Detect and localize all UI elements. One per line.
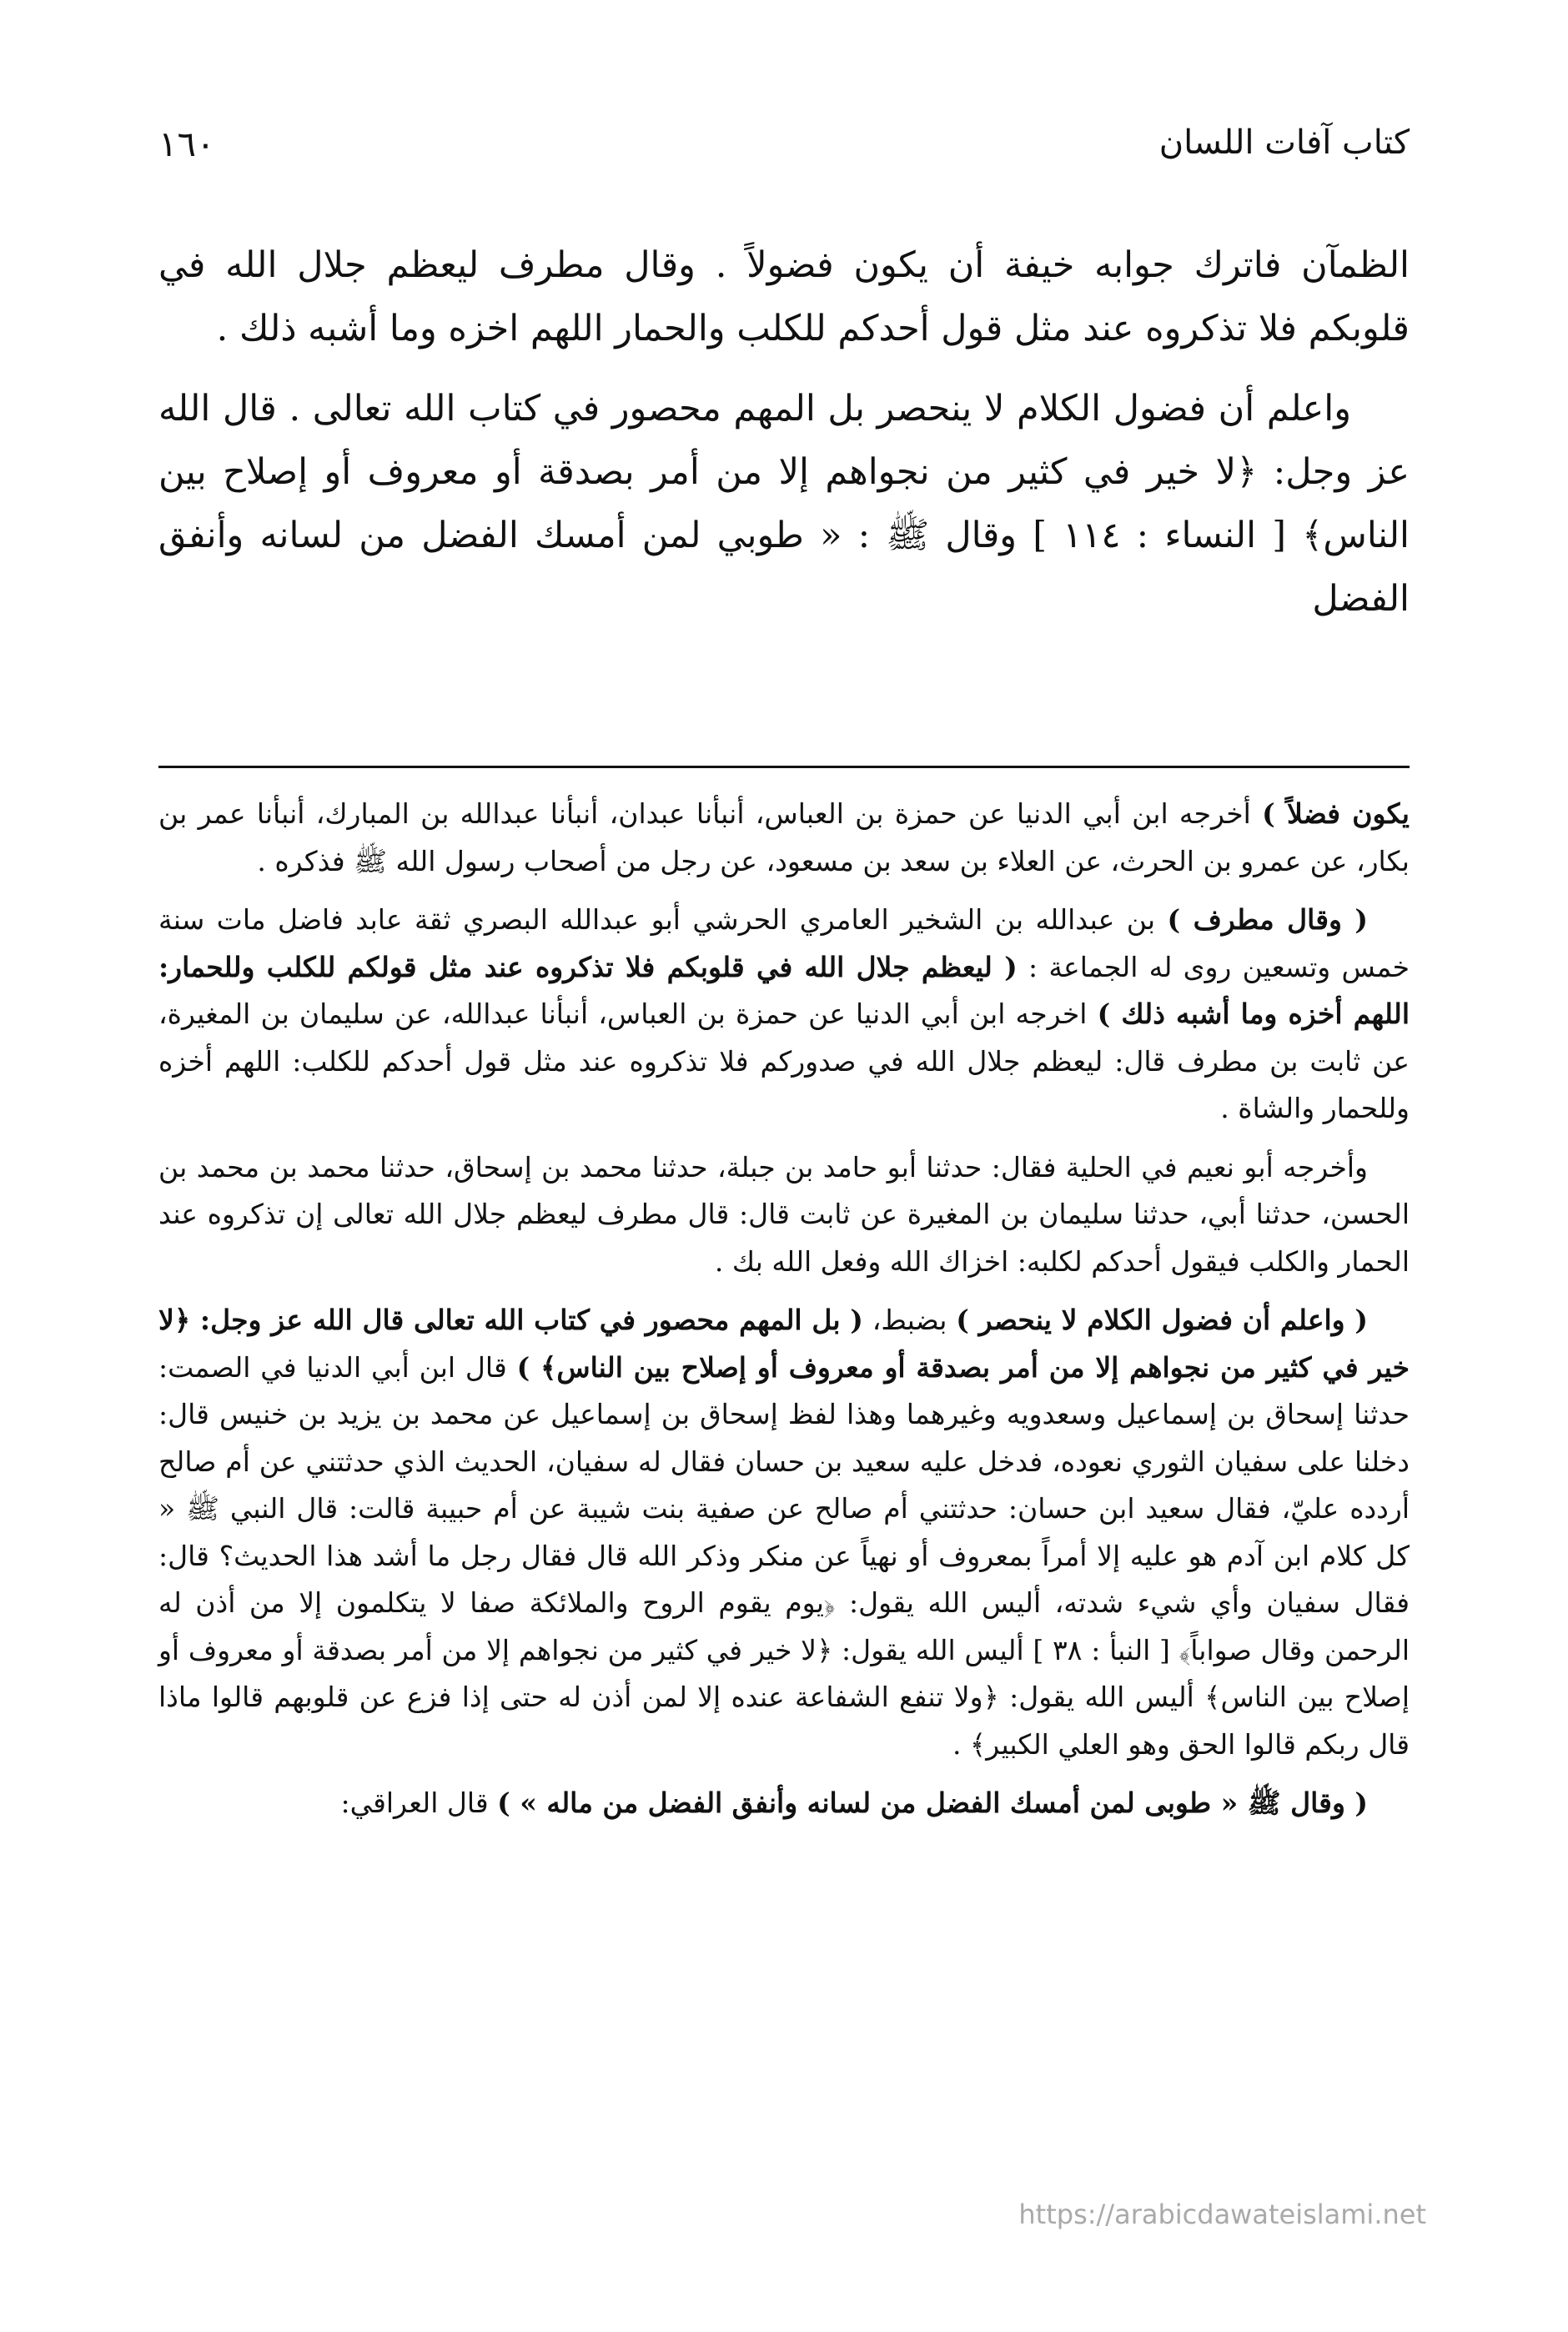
commentary-lemma: ( وقال ﷺ « طوبى لمن أمسك الفضل من لسانه وأنفق الفضل من ماله » ) — [497, 1787, 1368, 1819]
watermark-url: https://arabicdawateislami.net — [1018, 2199, 1426, 2230]
running-title: كتاب آفات اللسان — [1158, 123, 1410, 162]
main-paragraph-2: واعلم أن فضول الكلام لا ينحصر بل المهم محصور في كتاب الله تعالى . قال الله عز وجل: ﴿لا خير في كثير من نجواهم إلا من أمر بصدقة أو معروف أو إصلاح بين الناس﴾ [ النساء : ١١٤ ] وقال ﷺ : « طوبي لمن أمسك الفضل من لسانه وأنفق الفضل — [158, 388, 1410, 620]
commentary-paragraph-4 — [158, 1297, 1410, 1768]
footnote-divider — [158, 766, 1410, 768]
commentary-paragraph-2 — [158, 897, 1410, 1133]
commentary-lemma: ( وقال مطرف ) — [1167, 903, 1368, 936]
commentary-paragraph-1 — [158, 791, 1410, 885]
commentary-lemma: ( واعلم أن فضول الكلام لا ينحصر ) — [956, 1304, 1368, 1336]
commentary-paragraph-5 — [158, 1780, 1410, 1827]
commentary — [158, 791, 1410, 1839]
page-header — [158, 117, 1410, 175]
commentary-quote: ( بل المهم محصور في كتاب الله تعالى قال الله عز وجل: ﴿لا خير في كثير من نجواهم إلا من أمر بصدقة أو معروف أو إصلاح بين الناس﴾ ) — [158, 1304, 1410, 1384]
commentary-paragraph-3: وأخرجه أبو نعيم في الحلية فقال: حدثنا أبو حامد بن جبلة، حدثنا محمد بن إسحاق، حدثنا محمد بن محمد بن الحسن، حدثنا أبي، حدثنا سليمان بن المغيرة عن ثابت قال: قال مطرف ليعظم جلال الله تعالى إن تذكروه عند الحمار والكلب فيقول أحدكم لكلبه: اخزاك الله وفعل الله بك . — [158, 1150, 1410, 1278]
commentary-text: قال ابن أبي الدنيا في الصمت: حدثنا إسحاق بن إسماعيل وسعدويه وغيرهما وهذا لفظ إسحاق بن إسماعيل عن محمد بن يزيد بن خنيس قال: دخلنا على سفيان الثوري نعوده، فدخل عليه سعيد بن حسان فقال له سفيان، الحديث الذي حدثتني عن أم صالح أردده عليّ، فقال سعيد ابن حسان: حدثتني أم صالح عن صفية بنت شيبة عن أم حبيبة قالت: قال النبي ﷺ « كل كلام ابن آدم هو عليه إلا أمراً بمعروف أو نهياً عن منكر وذكر الله قال فقال رجل ما أشد هذا الحديث؟ قال: فقال سفيان وأي شيء شدته، أليس الله يقول: ﴿يوم يقوم الروح والملائكة صفا لا يتكلمون إلا من أذن له الرحمن وقال صواباً﴾ [ النبأ : ٣٨ ] أليس الله يقول: ﴿لا خير في كثير من نجواهم إلا من أمر بصدقة أو معروف أو إصلاح بين الناس﴾ أليس الله يقول: ﴿ولا تنفع الشفاعة عنده إلا لمن أذن له حتى إذا فزع عن قلوبهم قالوا ماذا قال ربكم قالوا الحق وهو العلي الكبير﴾ . — [158, 1350, 1410, 1761]
commentary-text: اخرجه ابن أبي الدنيا عن حمزة بن العباس، أنبأنا عبدالله، عن سليمان بن المغيرة، عن ثابت بن مطرف قال: ليعظم جلال الله في صدوركم فلا تذكروه عند مثل قول أحدكم للكلب: اللهم أخزه وللحمار والشاة . — [158, 998, 1410, 1124]
commentary-text: أخرجه ابن أبي الدنيا عن حمزة بن العباس، أنبأنا عبدان، أنبأنا عبدالله بن المبارك، أنبأنا عمر بن بكار، عن عمرو بن الحرث، عن العلاء بن سعد بن مسعود، عن رجل من أصحاب رسول الله ﷺ فذكره . — [158, 797, 1410, 877]
commentary-lemma: يكون فضلاً ) — [1262, 797, 1410, 830]
main-text — [158, 234, 1410, 647]
commentary-text: بضبط، — [862, 1304, 957, 1336]
commentary-text: بن عبدالله بن الشخير العامري الحرشي أبو عبدالله البصري ثقة عابد فاضل مات سنة خمس وتسعين روى له الجماعة : — [158, 903, 1410, 983]
commentary-quote: ( ليعظم جلال الله في قلوبكم فلا تذكروه عند مثل قولكم للكلب وللحمار: اللهم أخزه وما أشبه ذلك ) — [158, 950, 1410, 1030]
book-page — [158, 108, 1410, 2294]
commentary-text: قال العراقي: — [340, 1787, 498, 1819]
page-number: ١٦٠ — [158, 123, 215, 164]
main-paragraph-1: الظمآن فاترك جوابه خيفة أن يكون فضولاً . وقال مطرف ليعظم جلال الله في قلوبكم فلا تذكروه عند مثل قول أحدكم للكلب والحمار اللهم اخزه وما أشبه ذلك . — [158, 244, 1410, 349]
